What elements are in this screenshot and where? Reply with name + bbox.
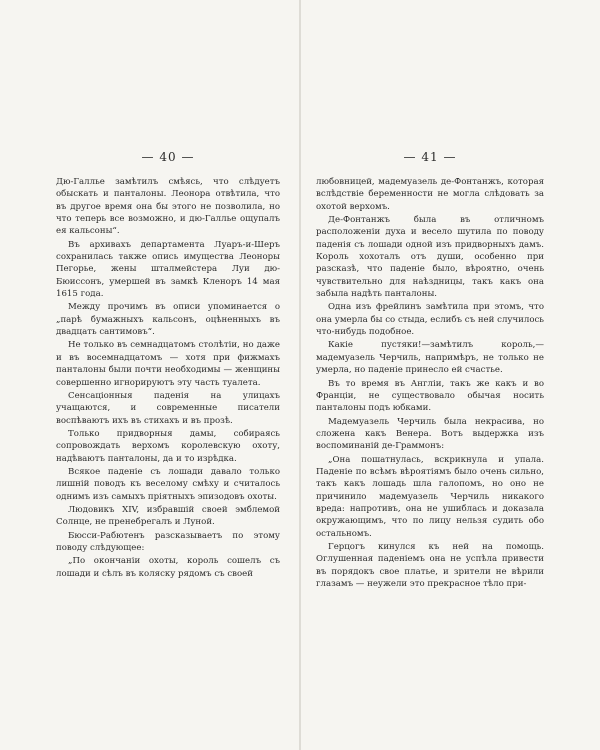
right-paragraph-4: Какіе пустяки!—замѣтилъ король,—мадемуазель Черчиль, напримѣръ, не только не умерла, но паденіе принесло ей счастье. xyxy=(316,340,544,376)
left-paragraph-4: Не только въ семнадцатомъ столѣтіи, но даже и въ восемнадцатомъ — хотя при фижмахъ панталоны были почти необходимы — женщины совершенно игнорируютъ эту часть туалета. xyxy=(56,340,280,388)
right-page xyxy=(316,150,544,590)
left-paragraph-3: Между прочимъ въ описи упоминается о „парѣ бумажныхъ кальсонъ, оцѣненныхъ въ двадцать сантимовъ“. xyxy=(56,302,280,338)
left-paragraph-1: Дю-Галлье замѣтилъ смѣясь, что слѣдуетъ обыскать и панталоны. Леонора отвѣтила, что въ другое время она бы этого не позволила, но что теперь все возможно, и дю-Галлье ощупалъ ея кальсоны“. xyxy=(56,177,280,237)
right-paragraph-8: Герцогъ кинулся къ ней на помощь. Оглушенная паденіемъ она не успѣла привести въ порядокъ свое платье, и зрители не вѣрили глазамъ — неужели это прекрасное тѣло при- xyxy=(316,541,544,589)
left-paragraph-9: Бюсси-Рабютенъ разсказываетъ по этому поводу слѣдующее: xyxy=(56,530,280,553)
left-page xyxy=(56,150,280,580)
left-paragraph-2: Въ архивахъ департамента Луаръ-и-Шеръ сохранилась также опись имущества Леоноры Пегорье, жены шталмейстера Луи дю-Бюиссонъ, умершей въ замкѣ Кленоръ 14 мая 1615 года. xyxy=(56,239,280,300)
right-paragraph-5: Въ то время въ Англіи, такъ же какъ и во Франціи, не существовало обычая носить панталоны подъ юбками. xyxy=(316,378,544,414)
left-paragraph-8: Людовикъ XIV, избравшій своей эмблемой Солнце, не пренебрегалъ и Луной. xyxy=(56,504,280,528)
left-paragraph-10: „По окончаніи охоты, король сошелъ съ лошади и сѣлъ въ коляску рядомъ съ своей xyxy=(56,556,280,579)
right-page-number: — 41 — xyxy=(403,150,457,164)
right-paragraph-7: „Она пошатнулась, вскрикнула и упала. Паденіе по всѣмъ вѣроятіямъ было очень сильно, такъ какъ лошадь шла галопомъ, но оно не причинило мадемуазель Черчиль никакого вреда: напротивъ, она не ушиблась и доказала окружающимъ, что по лицу нельзя судить обо остальномъ. xyxy=(316,454,544,539)
left-page-number: — 40 — xyxy=(141,150,195,164)
book-gutter xyxy=(299,0,301,750)
right-paragraph-2: Де-Фонтанжъ была въ отличномъ расположеніи духа и весело шутила по поводу паденія съ лошади одной изъ придворныхъ дамъ. Король хохоталъ отъ души, особенно при разсказѣ, что паденіе было, вѣроятно, очень чувствительно для наѣздницы, такъ какъ она забыла надѣть панталоны. xyxy=(316,215,544,300)
left-paragraph-6: Только придворныя дамы, собираясь сопровождать верхомъ королевскую охоту, надѣваютъ панталоны, да и то изрѣдка. xyxy=(56,428,280,464)
left-paragraph-5: Сенсаціонныя паденія на улицахъ учащаются, и современные писатели воспѣваютъ ихъ въ стихахъ и въ прозѣ. xyxy=(56,390,280,426)
right-paragraph-6: Мадемуазель Черчиль была некрасива, но сложена какъ Венера. Вотъ выдержка изъ воспоминаній де-Граммонъ: xyxy=(316,416,544,452)
right-paragraph-3: Одна изъ фрейлинъ замѣтила при этомъ, что она умерла бы со стыда, еслибъ съ ней случилось что-нибудь подобное. xyxy=(316,302,544,338)
left-paragraph-7: Всякое паденіе съ лошади давало только лишній поводъ къ веселому смѣху и считалось однимъ изъ самыхъ пріятныхъ эпизодовъ охоты. xyxy=(56,466,280,502)
right-paragraph-1: любовницей, мадемуазель де-Фонтанжъ, которая вслѣдствіе беременности не могла слѣдовать за охотой верхомъ. xyxy=(316,177,544,212)
